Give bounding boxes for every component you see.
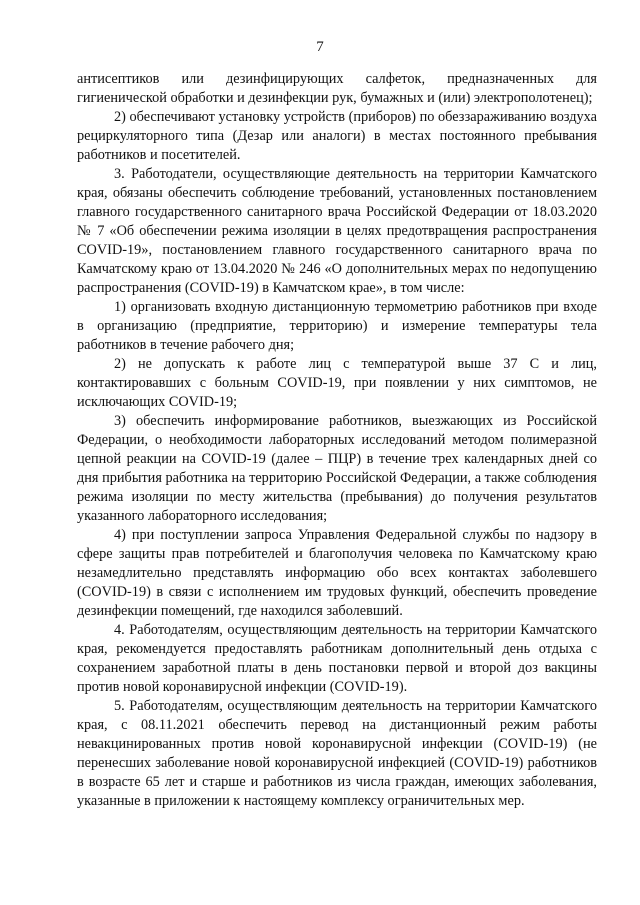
paragraph-section-4: 4. Работодателям, осуществляющим деятельность на территории Камчатского края, рекомендуется предоставлять работникам дополнительный день отдыха с сохранением заработной платы в день постановки первой и второй доз вакцины против новой коронавирусной инфекции (COVID-19). [77, 622, 597, 695]
document-body [77, 70, 597, 811]
paragraph-item-2-devices: 2) обеспечивают установку устройств (приборов) по обеззараживанию воздуха рециркуляторного типа (Дезар или аналоги) в местах постоянного пребывания работников и посетителей. [77, 109, 597, 163]
paragraph-item-4-contacts: 4) при поступлении запроса Управления Федеральной службы по надзору в сфере защиты прав потребителей и благополучия человека по Камчатскому краю незамедлительно представлять информацию обо всех контактах заболевшего (COVID-19) в связи с исполнением им трудовых функций, обеспечить проведение дезинфекции помещений, где находился заболевший. [77, 527, 597, 619]
paragraph-section-5: 5. Работодателям, осуществляющим деятельность на территории Камчатского края, с 08.11.2021 обеспечить перевод на дистанционный режим работы невакцинированных против новой коронавирусной инфекции (COVID-19) (не перенесших заболевание новой коронавирусной инфекцией (COVID-19) работников в возрасте 65 лет и старше и работников из числа граждан, имеющих заболевания, указанные в приложении к настоящему комплексу ограничительных мер. [77, 698, 597, 809]
paragraph-item-3-informing: 3) обеспечить информирование работников, выезжающих из Российской Федерации, о необходимости лабораторных исследований методом полимеразной цепной реакции на COVID-19 (далее – ПЦР) в течение трех календарных дней со дня прибытия работника на территорию Российской Федерации, а также соблюдения режима изоляции по месту жительства (пребывания) до получения результатов указанного лабораторного исследования; [77, 413, 597, 524]
page-number: 7 [316, 39, 324, 55]
paragraph-item-2-temperature: 2) не допускать к работе лиц с температурой выше 37 С и лиц, контактировавших с больным COVID-19, при появлении у них симптомов, не исключающих COVID-19; [77, 356, 597, 410]
paragraph-continuation: антисептиков или дезинфицирующих салфеток, предназначенных для гигиенической обработки и дезинфекции рук, бумажных и (или) электрополотенец); [77, 71, 597, 106]
paragraph-section-3: 3. Работодатели, осуществляющие деятельность на территории Камчатского края, обязаны обеспечить соблюдение требований, установленных постановлением главного государственного санитарного врача Российской Федерации от 18.03.2020 № 7 «Об обеспечении режима изоляции в целях предотвращения распространения COVID-19», постановлением главного государственного санитарного врача по Камчатскому краю от 13.04.2020 № 246 «О дополнительных мерах по недопущению распространения (COVID-19) в Камчатском крае», в том числе: [77, 166, 597, 296]
paragraph-item-1-thermometry: 1) организовать входную дистанционную термометрию работников при входе в организацию (предприятие, территорию) и измерение температуры тела работников в течение рабочего дня; [77, 299, 597, 353]
